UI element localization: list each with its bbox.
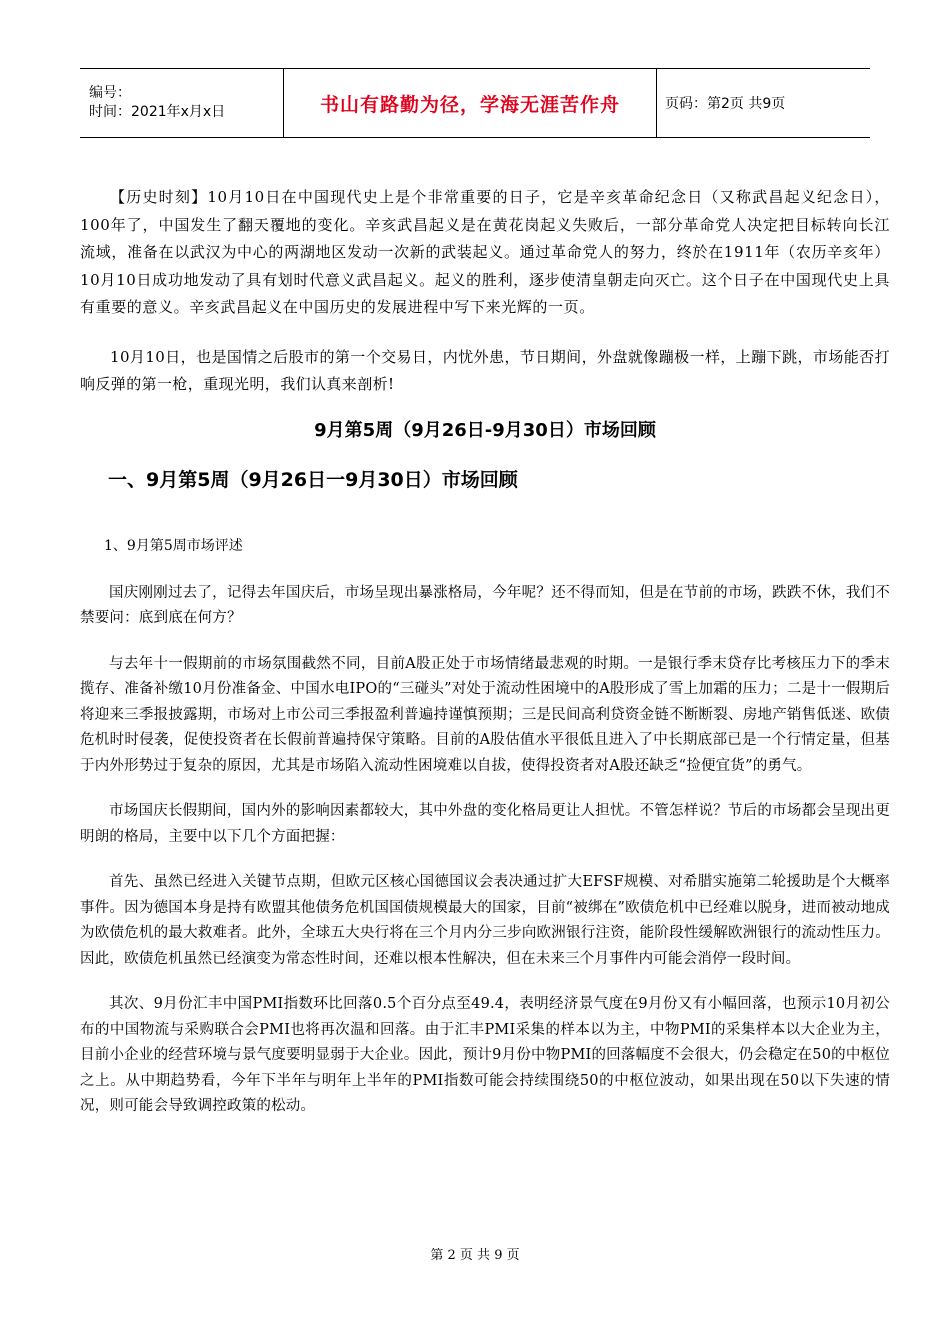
subsection-heading: 1、9月第5周市场评述 (104, 537, 243, 554)
number-label: 编号： (89, 85, 131, 101)
body-paragraph: 首先、虽然已经进入关键节点期，但欧元区核心国德国议会表决通过扩大EFSF规模、对希腊实施第二轮援助是个大概率事件。因为德国本身是持有欧盟其他债务危机国国债规模最大的国家，目前“被绑在”欧债危机中已经难以脱身，进而被动地成为欧债危机的最大救难者。此外，全球五大央行将在三个月内分三步向欧洲银行注资，能阶段性缓解欧洲银行的流动性压力。因此，欧债危机虽然已经演变为常态性时间，还难以根本性解决，但在未来三个月事件内可能会消停一段时间。 (80, 874, 890, 967)
page-label: 页码：第2页 共9页 (665, 96, 786, 112)
time-label: 时间：2021年x月x日 (89, 104, 226, 120)
document-body (80, 184, 890, 1140)
page-footer: 第 2 页 共 9 页 (430, 1248, 520, 1263)
history-paragraph: 【历史时刻】10月10日在中国现代史上是个非常重要的日子，它是辛亥革命纪念日（又称武昌起义纪念日），100年了，中国发生了翻天覆地的变化。辛亥武昌起义是在黄花岗起义失败后，一部分革命党人决定把目标转向长江流域，准备在以武汉为中心的两湖地区发动一次新的武装起义。通过革命党人的努力，终於在1911年（农历辛亥年）10月10日成功地发动了具有划时代意义武昌起义。起义的胜利，逐步使清皇朝走向灭亡。这个日子在中国现代史上具有重要的意义。辛亥武昌起义在中国历史的发展进程中写下来光辉的一页。 (80, 188, 890, 316)
body-paragraph: 与去年十一假期前的市场氛围截然不同，目前A股正处于市场情绪最悲观的时期。一是银行季末贷存比考核压力下的季末揽存、准备补缴10月份准备金、中国水电IPO的“三碰头”对处于流动性困境中的A股形成了雪上加霜的压力；二是十一假期后将迎来三季报披露期，市场对上市公司三季报盈利普遍持谨慎预期；三是民间高利贷资金链不断断裂、房地产销售低迷、欧债危机时时侵袭，促使投资者在长假前普遍持保守策略。目前的A股估值水平很低且进入了中长期底部已是一个行情定量，但基于内外形势过于复杂的原因，尤其是市场陷入流动性困境难以自拔，使得投资者对A股还缺乏“捡便宜货”的勇气。 (80, 655, 890, 774)
page-header (80, 68, 870, 138)
body-paragraph: 其次、9月份汇丰中国PMI指数环比回落0.5个百分点至49.4，表明经济景气度在9月份又有小幅回落，也预示10月初公布的中国物流与采购联合会PMI也将再次温和回落。由于汇丰PMI采集的样本以为主，中物PMI的采集样本以大企业为主，目前小企业的经营环境与景气度要明显弱于大企业。因此，预计9月份中物PMI的回落幅度不会很大，仍会稳定在50的中枢位之上。从中期趋势看，今年下半年与明年上半年的PMI指数可能会持续围绕50的中枢位波动，如果出现在50以下失速的情况，则可能会导致调控政策的松动。 (80, 996, 890, 1114)
motto: 书山有路勤为径，学海无涯苦作舟 (319, 93, 620, 116)
body-paragraph: 国庆刚刚过去了，记得去年国庆后，市场呈现出暴涨格局，今年呢？还不得而知，但是在节前的市场，跌跌不休，我们不禁要问：底到底在何方？ (80, 584, 890, 626)
section-heading-one: 一、9月第5周（9月26日一9月30日）市场回顾 (108, 468, 518, 491)
section-title: 9月第5周（9月26日-9月30日）市场回顾 (314, 419, 656, 441)
body-paragraph: 市场国庆长假期间，国内外的影响因素都较大，其中外盘的变化格局更让人担忧。不管怎样说？节后的市场都会呈现出更明朗的格局，主要中以下几个方面把握： (80, 803, 890, 845)
oct10-paragraph: 10月10日，也是国情之后股市的第一个交易日，内忧外患，节日期间，外盘就像蹦极一样，上蹦下跳，市场能否打响反弹的第一枪，重现光明，我们认真来剖析! (80, 347, 890, 393)
header-meta (80, 69, 283, 137)
header-motto-cell (283, 69, 657, 137)
header-page-cell (657, 69, 870, 137)
